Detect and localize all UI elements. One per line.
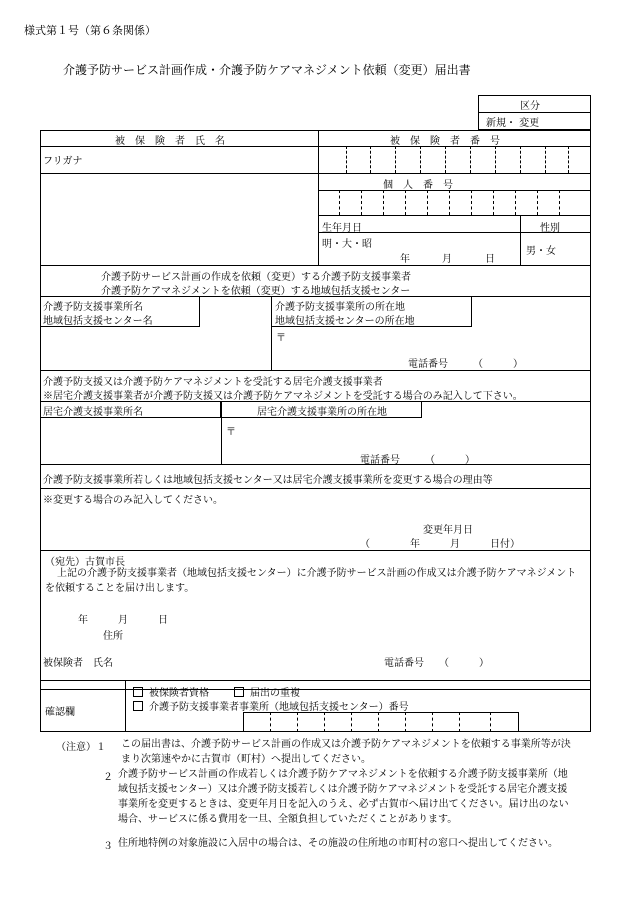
- support-tel[interactable]: 電話番号 （ ）: [408, 359, 523, 370]
- form-title: 介護予防サービス計画作成・介護予防ケアマネジメント依頼（変更）届出書: [63, 63, 471, 77]
- change-date-value[interactable]: （ 年 月 日付）: [360, 539, 520, 550]
- checkbox-icon[interactable]: [133, 701, 143, 711]
- declaration-body: 上記の介護予防支援事業者（地域包括支援センター）に介護予防サービス計画の作成又は介護予防ケアマネジメントを依頼することを届け出します。: [45, 568, 577, 594]
- insured-number-field[interactable]: [319, 147, 591, 173]
- confirm-check3-label: 介護予防支援事業者事業所（地域包括支援センター）番号: [149, 702, 409, 713]
- kyotaku-addr-label: 居宅介護支援事業所の所在地: [257, 407, 387, 418]
- furigana-field[interactable]: [40, 146, 319, 173]
- kubun-label: 区分: [520, 101, 540, 112]
- insured-name-header: 被 保 険 者 氏 名: [115, 136, 225, 147]
- reason-field[interactable]: [41, 505, 590, 521]
- declaration-date[interactable]: 年 月 日: [78, 615, 168, 626]
- change-date-label: 変更年月日: [423, 525, 473, 536]
- insured-number-header: 被 保 険 者 番 号: [390, 136, 500, 147]
- support-name-label1: 介護予防支援事業所名: [43, 302, 143, 313]
- kojin-field[interactable]: [319, 191, 591, 215]
- kyotaku-name-field[interactable]: [41, 419, 220, 463]
- note-3-number: ３: [103, 841, 113, 852]
- declaration-address[interactable]: 住所: [103, 631, 123, 642]
- support-addr-field[interactable]: [272, 328, 590, 356]
- era-options[interactable]: 明・大・昭: [322, 239, 372, 250]
- declaration-name[interactable]: 被保険者 氏名: [43, 658, 113, 669]
- birth-year: 年: [400, 254, 410, 265]
- support-addr-label2: 地域包括支援センターの所在地: [275, 316, 415, 327]
- support-name-label2: 地域包括支援センター名: [43, 316, 153, 327]
- birth-day: 日: [485, 254, 495, 265]
- support-postal: 〒: [276, 333, 286, 344]
- checkbox-icon[interactable]: [234, 687, 244, 697]
- confirm-check2-label: 届出の重複: [250, 688, 300, 699]
- note-2-number: ２: [103, 772, 113, 783]
- declaration-tel[interactable]: 電話番号 （ ）: [384, 658, 489, 669]
- insured-name-field[interactable]: [40, 174, 319, 265]
- declaration-to: （宛先）古賀市長: [45, 557, 125, 568]
- confirm-check3[interactable]: [133, 698, 409, 713]
- notes-head: （注意）１: [56, 742, 106, 753]
- reason-header: 介護予防支援事業所若しくは地域包括支援センター又は居宅介護支援事業所を変更する場合の理由等: [43, 475, 493, 486]
- support-addr-label1: 介護予防支援事業所の所在地: [275, 302, 405, 313]
- kyotaku-tel[interactable]: 電話番号 （ ）: [360, 455, 475, 466]
- form-number: 様式第１号（第６条関係）: [24, 24, 156, 37]
- confirm-check1[interactable]: [133, 684, 209, 699]
- confirm-check1-label: 被保険者資格: [149, 688, 209, 699]
- support-line1: 介護予防サービス計画の作成を依頼（変更）する介護予防支援事業者: [101, 272, 411, 283]
- kojin-header: 個 人 番 号: [383, 180, 453, 191]
- kyotaku-addr-field[interactable]: [222, 419, 590, 447]
- checkbox-icon[interactable]: [133, 687, 143, 697]
- confirm-check2[interactable]: [234, 684, 300, 699]
- birth-month: 月: [442, 254, 452, 265]
- kubun-value[interactable]: 新規・ 変更: [486, 118, 540, 129]
- gender-options[interactable]: 男・女: [526, 246, 556, 257]
- provider-number-field[interactable]: [243, 712, 519, 732]
- kyotaku-postal: 〒: [226, 427, 236, 438]
- furigana-label: フリガナ: [43, 156, 83, 167]
- note-2: 介護予防サービス計画の作成若しくは介護予防ケアマネジメントを依頼する介護予防支援事業所（地域包括支援センター）又は介護予防支援若しくは介護予防ケアマネジメントを受託する居宅介護支援事業所を変更するときは、変更年月日を記入のうえ、必ず古賀市へ届け出てください。届け出のない場合、サービスに係る費用を一旦、全額負担していただくことがあります。: [118, 769, 569, 825]
- note-3: 住所地特例の対象施設に入居中の場合は、その施設の住所地の市町村の窓口へ提出してください。: [118, 838, 558, 849]
- support-line2: 介護予防ケアマネジメントを依頼（変更）する地域包括支援センター: [101, 286, 411, 297]
- note-1: この届出書は、介護予防サービス計画の作成又は介護予防ケアマネジメントを依頼する事業所等が決まり次第速やかに古賀市（町村）へ提出してください。: [121, 739, 571, 765]
- support-name-field[interactable]: [41, 328, 270, 369]
- confirm-label: 確認欄: [45, 707, 75, 718]
- kyotaku-name-label: 居宅介護支援事業所名: [43, 407, 143, 418]
- birth-label: 生年月日: [322, 223, 362, 234]
- reason-note: ※変更する場合のみ記入してください。: [43, 495, 223, 506]
- kyotaku-line2: ※居宅介護支援事業者が介護予防支援又は介護予防ケアマネジメントを受託する場合のみ記入して下さい。: [43, 391, 523, 402]
- gender-label: 性別: [540, 223, 560, 234]
- kyotaku-line1: 介護予防支援又は介護予防ケアマネジメントを受託する居宅介護支援事業者: [43, 377, 383, 388]
